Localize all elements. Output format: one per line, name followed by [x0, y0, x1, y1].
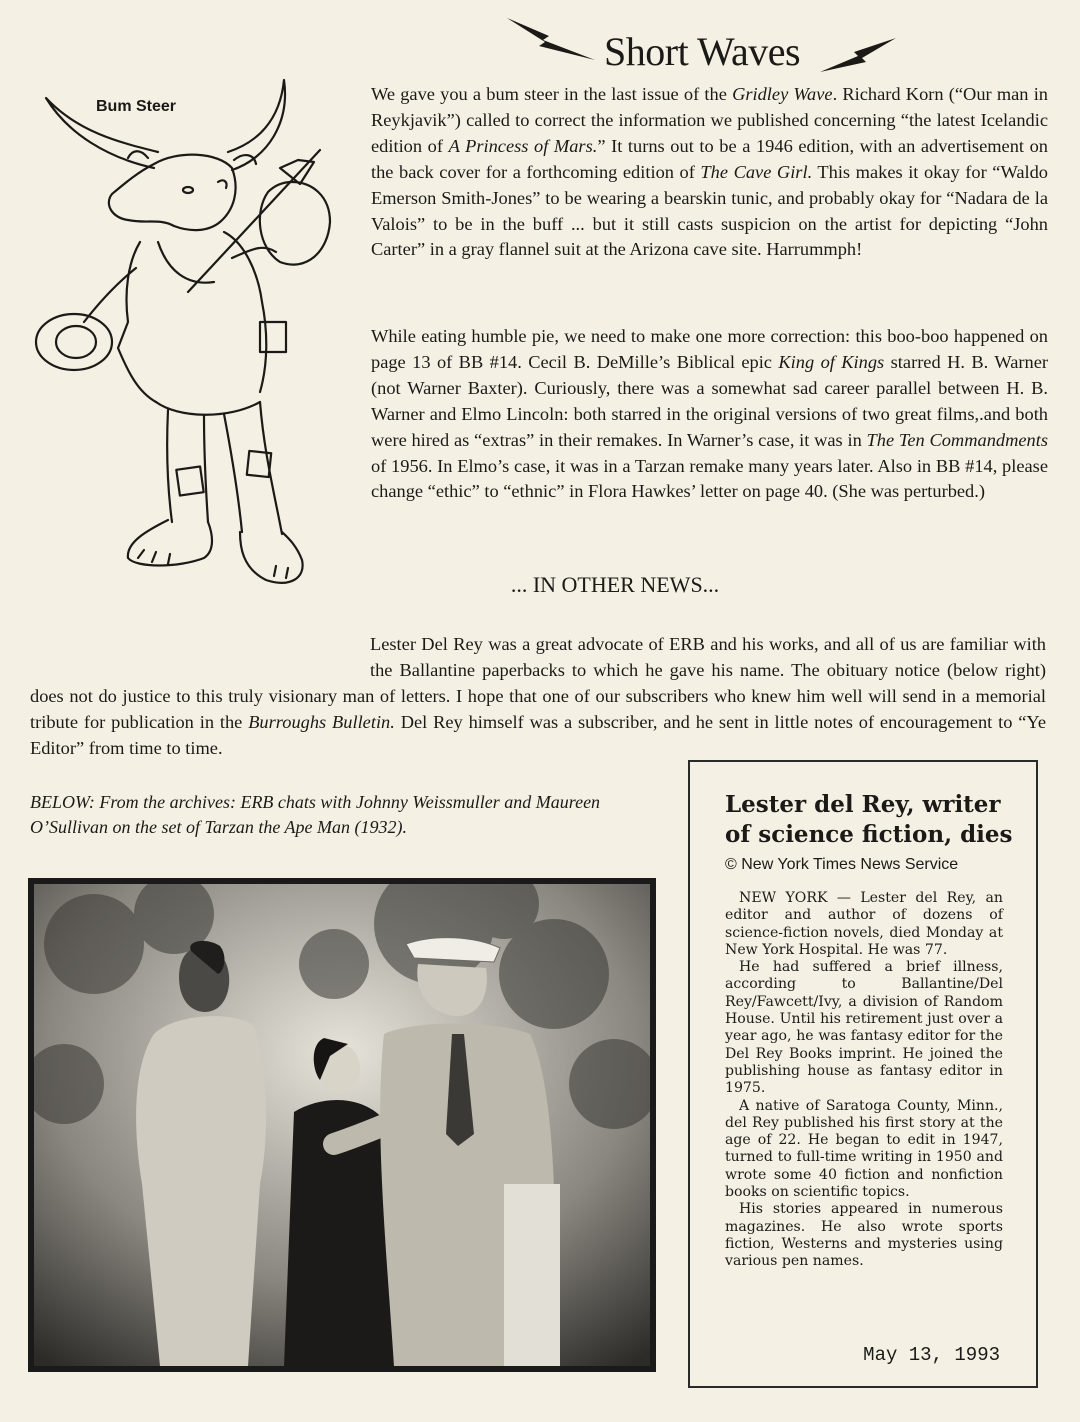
clipping-paragraph: NEW YORK — Lester del Rey, an editor and author of dozens of science-fiction novels, died Monday at New York Hospital. He was 77.: [725, 890, 1003, 958]
caption-text: BELOW: From the archives: ERB chats with Johnny Weissmuller and Maureen O’Sullivan on the set of: [30, 792, 601, 837]
clipping-paragraph: A native of Saratoga County, Minn., del Rey published his first story at the age of 22. He began to edit in 1947, turned to full-time writing in 1950 and wrote some 40 fiction and nonfiction books on scientific topics.: [725, 1097, 1003, 1201]
title-king-of-kings: King of Kings: [778, 351, 885, 372]
clipping-headline: Lester del Rey, writer of science fiction, dies: [725, 791, 1013, 848]
correction-paragraph-1: [371, 82, 1048, 263]
section-heading-other-news: ... IN OTHER NEWS...: [510, 572, 720, 597]
photo-caption: [30, 790, 630, 840]
illustration-caption: Bum Steer: [96, 98, 177, 115]
paragraph-text: While eating humble pie, we need to make one more correction: this boo-boo happened on page 13 of BB #14. Cecil B. DeMille’s Biblical epic: [371, 326, 1048, 372]
indent-spacer: [30, 632, 370, 658]
bum-steer-illustration: [28, 72, 368, 612]
clipping-date: May 13, 1993: [863, 1344, 1000, 1366]
lightning-bolt-icon-left: [505, 14, 597, 64]
archive-photo: [28, 878, 656, 1372]
paragraph-text: starred H. B. Warner (not Warner Baxter). Curiously, there was a somewhat sad career parallel between H. B. Warner and Elmo Lincoln: both starred in the original versions of two great films,.and both were hired as “extras” in their remakes. In Warner’s case, it was in: [371, 351, 1048, 450]
title-cave-girl: The Cave Girl.: [700, 161, 813, 182]
paragraph-text: . Richard Korn (“Our man in Reykjavik”) called to correct the information we published concerning “the latest Icelandic edition of: [371, 84, 1048, 156]
title-burroughs-bulletin: Burroughs Bulletin.: [248, 711, 395, 732]
clipping-paragraph: His stories appeared in numerous magazines. He also wrote sports fiction, Westerns and mysteries using various pen names.: [725, 1201, 1003, 1270]
correction-paragraph-2: [371, 324, 1048, 505]
del-rey-paragraph: [30, 632, 1046, 762]
clipping-paragraph: He had suffered a brief illness, according to Ballantine/Del Rey/Fawcett/Ivy, a division of Random House. Until his retirement just over a year ago, he was fantasy editor for the Del Rey Books imprint. He joined the publishing house as fantasy editor in 1975.: [725, 959, 1003, 1097]
film-title: Tarzan the Ape Man: [204, 817, 350, 837]
paragraph-text: We gave you a bum steer in the last issue of the: [371, 84, 733, 104]
obituary-clipping: [688, 760, 1038, 1388]
caption-text: (1932).: [350, 817, 407, 837]
paragraph-text: Del Rey himself was a subscriber, and he sent in little notes of encouragement to “Ye Editor” from time to time.: [30, 711, 1047, 758]
clipping-body: [725, 890, 1003, 1271]
title-ten-commandments: The Ten Commandments: [866, 429, 1048, 450]
title-princess-of-mars: A Princess of Mars.: [448, 135, 598, 156]
paragraph-text: This makes it okay for “Waldo Emerson Smith-Jones” to be wearing a bearskin tunic, and probably okay for “Nadara de la Valois” to be in the buff ... but it still casts suspicion on the artist for depicting “John Carter” in a gray flannel suit at the Arizona cave site. Harrummph!: [371, 161, 1048, 260]
paragraph-text: Lester Del Rey was a great advocate of ERB and his works, and all of us are familiar with the Ballantine paperbacks to which he gave his name. The obituary notice (below right) does not do justice to this truly visionary man of letters. I hope that one of our subscribers who knew him well will send in a memorial tribute for publication in the: [30, 634, 1046, 732]
clipping-source: © New York Times News Service: [725, 856, 959, 873]
paragraph-text: of 1956. In Elmo’s case, it was in a Tarzan remake many years later. Also in BB #14, please change “ethic” to “ethnic” in Flora Hawkes’ letter on page 40. (She was perturbed.): [371, 455, 1048, 502]
paragraph-text: ” It turns out to be a 1946 edition, with an advertisement on the back cover for a forthcoming edition of: [371, 135, 1049, 182]
page-title: Short Waves: [604, 29, 801, 74]
lightning-bolt-icon-right: [818, 36, 898, 76]
title-gridley-wave: Gridley Wave: [732, 84, 833, 104]
